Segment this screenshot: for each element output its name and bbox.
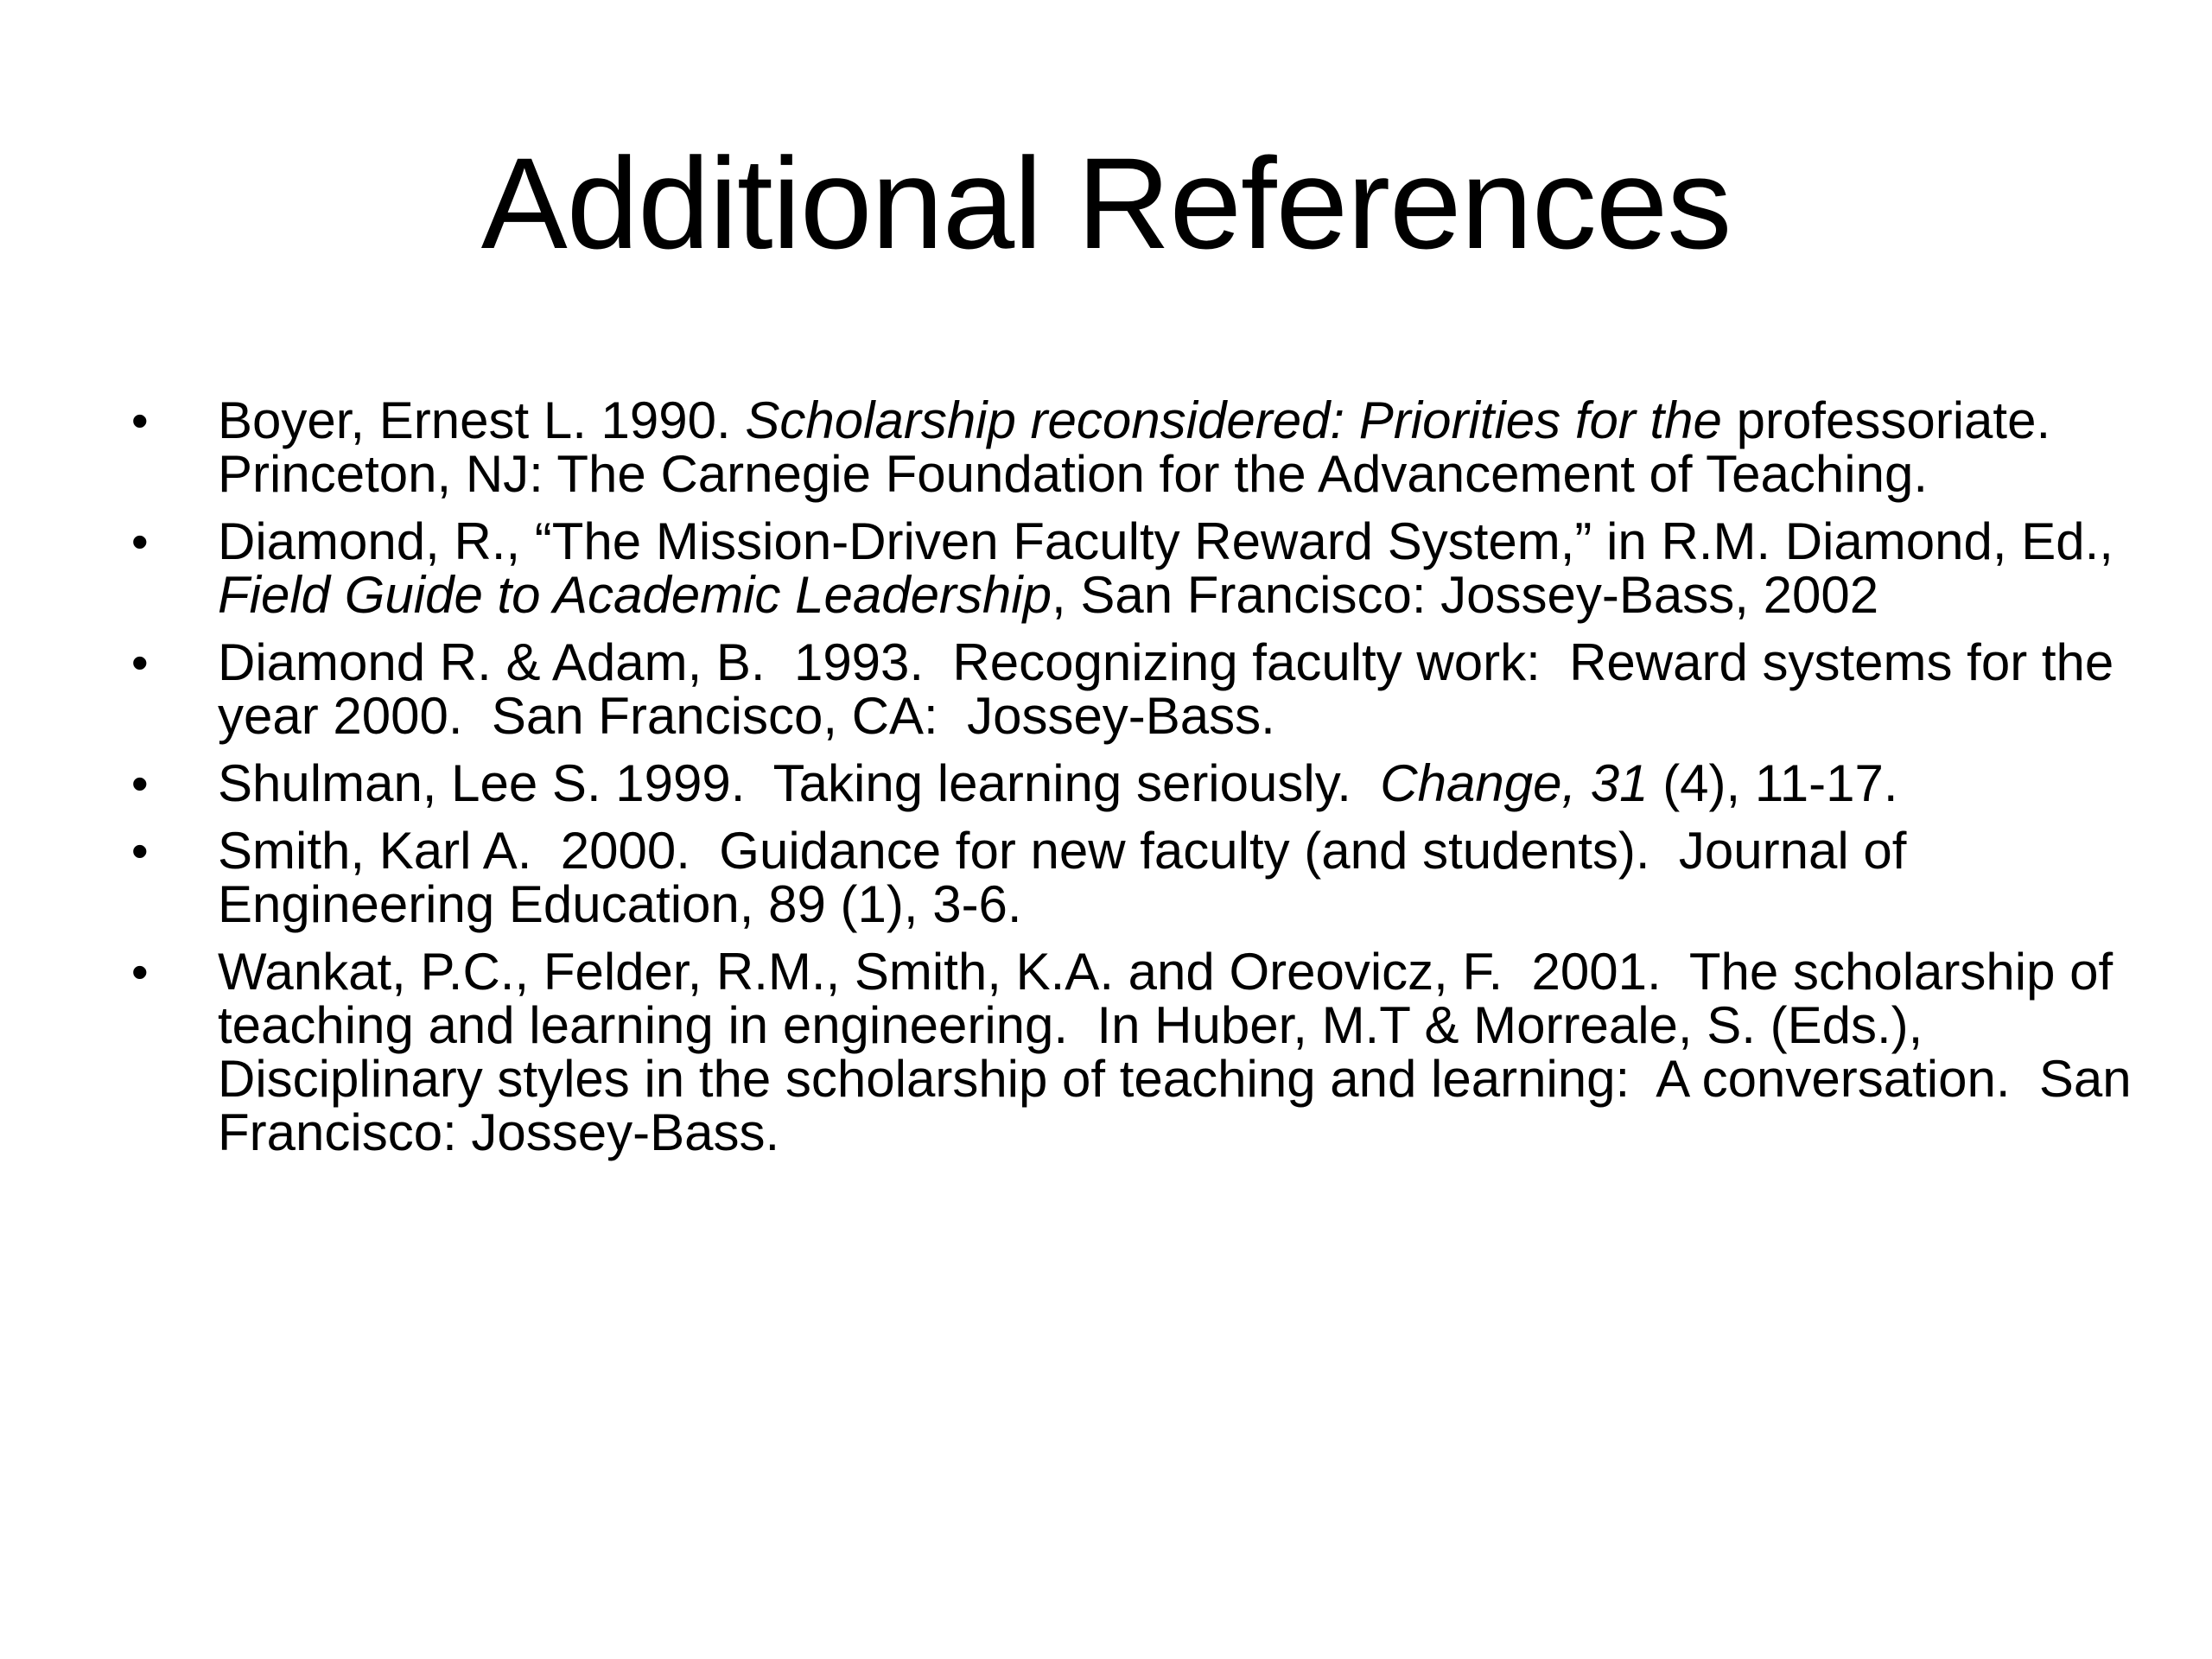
bullet-icon: • — [131, 393, 149, 448]
reference-text — [218, 945, 2145, 1160]
reference-text-plain: Wankat, P.C., Felder, R.M., Smith, K.A. and Oreovicz, F. 2001. The scholarship of teaching and learning in engineering. In Huber, M.T & Morreale, S. (Eds.), Disciplinary styles in the scholarship of teaching and learning: A conversation. San Francisco: Jossey-Bass. — [218, 943, 2146, 1161]
reference-text-plain: , San Francisco: Jossey-Bass, 2002 — [1051, 566, 1879, 624]
bullet-icon: • — [131, 514, 149, 569]
reference-text-plain: (4), 11-17. — [1648, 754, 1898, 812]
bullet-icon: • — [131, 944, 149, 999]
reference-item — [131, 754, 2145, 812]
bullet-icon: • — [131, 756, 149, 810]
reference-text-plain: Smith, Karl A. 2000. Guidance for new faculty (and students). Journal of Engineering Education, 89 (1), 3-6. — [218, 822, 1922, 933]
reference-text-italic: Scholarship reconsidered: Priorities for the — [745, 391, 1722, 449]
reference-item — [131, 633, 2145, 745]
reference-text-plain: Diamond, R., “The Mission-Driven Faculty Reward System,” in R.M. Diamond, Ed., — [218, 512, 2128, 570]
bullet-icon: • — [131, 823, 149, 878]
bullet-icon: • — [131, 635, 149, 690]
reference-list — [131, 391, 2146, 1173]
reference-text — [218, 633, 2145, 745]
reference-text-plain: Diamond R. & Adam, B. 1993. Recognizing faculty work: Reward systems for the year 2000. San Francisco, CA: Jossey-Bass. — [218, 633, 2128, 745]
reference-text — [218, 391, 2145, 503]
reference-item — [131, 391, 2145, 503]
reference-item — [131, 824, 2145, 931]
reference-item — [131, 945, 2145, 1160]
reference-item — [131, 512, 2145, 624]
reference-text-plain: Shulman, Lee S. 1999. Taking learning seriously. — [218, 754, 1381, 812]
reference-text — [218, 824, 2145, 931]
reference-text-plain: professoriate. Princeton, NJ: The Carnegie Foundation for the Advancement of Teaching. — [218, 391, 2065, 503]
reference-text-italic: Field Guide to Academic Leadership — [218, 566, 1052, 624]
reference-text-italic: Change, 31 — [1380, 754, 1649, 812]
reference-text — [218, 754, 2145, 812]
reference-text — [218, 512, 2145, 624]
slide-title: Additional References — [480, 130, 1732, 276]
reference-text-plain: Boyer, Ernest L. 1990. — [218, 391, 746, 449]
